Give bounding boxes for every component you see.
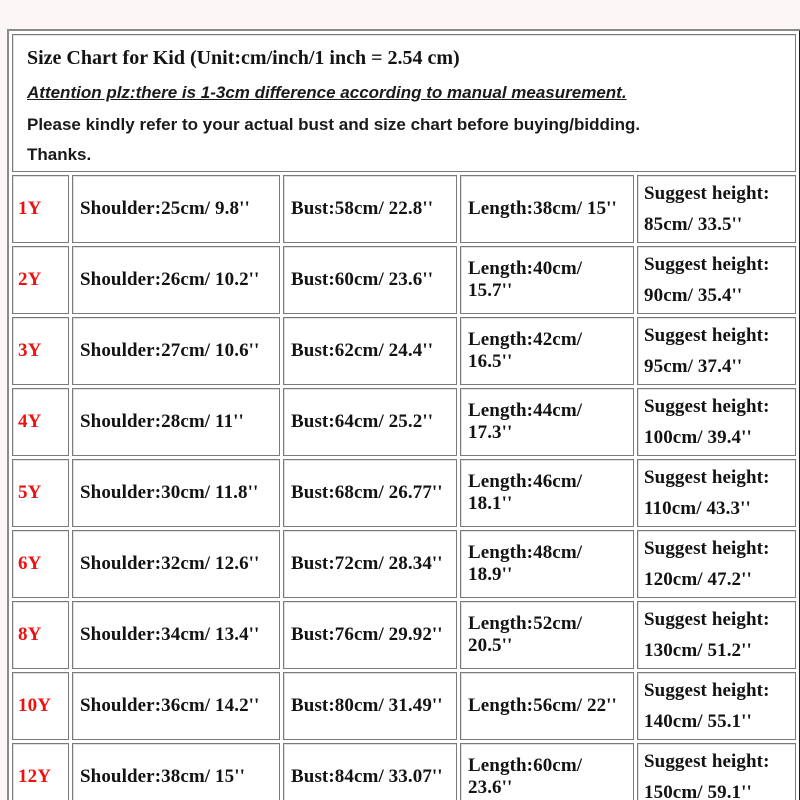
height-value: 120cm/ 47.2''	[644, 569, 752, 590]
height-value: 100cm/ 39.4''	[644, 427, 752, 448]
height-label: Suggest height:	[644, 325, 770, 346]
bust-cell: Bust:80cm/ 31.49''	[283, 672, 457, 740]
shoulder-cell: Shoulder:38cm/ 15''	[72, 743, 280, 800]
height-label: Suggest height:	[644, 751, 770, 772]
shoulder-cell: Shoulder:32cm/ 12.6''	[72, 530, 280, 598]
length-cell: Length:56cm/ 22''	[460, 672, 634, 740]
size-label: 10Y	[12, 672, 69, 740]
table-row	[12, 459, 796, 527]
height-value: 85cm/ 33.5''	[644, 214, 743, 235]
height-value: 95cm/ 37.4''	[644, 356, 743, 377]
shoulder-cell: Shoulder:26cm/ 10.2''	[72, 246, 280, 314]
shoulder-cell: Shoulder:36cm/ 14.2''	[72, 672, 280, 740]
height-cell	[637, 459, 796, 527]
chart-title: Size Chart for Kid (Unit:cm/inch/1 inch = 2.54 cm)	[27, 47, 460, 69]
length-cell: Length:42cm/ 16.5''	[460, 317, 634, 385]
table-row	[12, 388, 796, 456]
size-label: 3Y	[12, 317, 69, 385]
size-label: 8Y	[12, 601, 69, 669]
attention-note: Attention plz:there is 1-3cm difference according to manual measurement.	[27, 83, 627, 102]
shoulder-cell: Shoulder:30cm/ 11.8''	[72, 459, 280, 527]
length-cell: Length:60cm/ 23.6''	[460, 743, 634, 800]
refer-note: Please kindly refer to your actual bust and size chart before buying/bidding.	[27, 115, 641, 134]
height-value: 130cm/ 51.2''	[644, 640, 752, 661]
length-cell: Length:44cm/ 17.3''	[460, 388, 634, 456]
length-cell: Length:48cm/ 18.9''	[460, 530, 634, 598]
table-row	[12, 246, 796, 314]
bust-cell: Bust:68cm/ 26.77''	[283, 459, 457, 527]
height-cell	[637, 530, 796, 598]
shoulder-cell: Shoulder:25cm/ 9.8''	[72, 175, 280, 243]
height-label: Suggest height:	[644, 183, 770, 204]
height-label: Suggest height:	[644, 538, 770, 559]
height-label: Suggest height:	[644, 254, 770, 275]
bust-cell: Bust:58cm/ 22.8''	[283, 175, 457, 243]
height-value: 90cm/ 35.4''	[644, 285, 743, 306]
bust-cell: Bust:62cm/ 24.4''	[283, 317, 457, 385]
height-value: 150cm/ 59.1''	[644, 782, 752, 800]
length-cell: Length:40cm/ 15.7''	[460, 246, 634, 314]
table-row	[12, 601, 796, 669]
shoulder-cell: Shoulder:34cm/ 13.4''	[72, 601, 280, 669]
size-label: 1Y	[12, 175, 69, 243]
size-label: 12Y	[12, 743, 69, 800]
table-row	[12, 743, 796, 800]
bust-cell: Bust:64cm/ 25.2''	[283, 388, 457, 456]
bust-cell: Bust:72cm/ 28.34''	[283, 530, 457, 598]
size-label: 6Y	[12, 530, 69, 598]
height-cell	[637, 601, 796, 669]
height-cell	[637, 672, 796, 740]
thanks-note: Thanks.	[27, 145, 92, 164]
height-value: 110cm/ 43.3''	[644, 498, 751, 519]
bust-cell: Bust:84cm/ 33.07''	[283, 743, 457, 800]
table-row	[12, 530, 796, 598]
shoulder-cell: Shoulder:27cm/ 10.6''	[72, 317, 280, 385]
height-label: Suggest height:	[644, 396, 770, 417]
length-cell: Length:38cm/ 15''	[460, 175, 634, 243]
length-cell: Length:52cm/ 20.5''	[460, 601, 634, 669]
size-label: 2Y	[12, 246, 69, 314]
height-cell	[637, 743, 796, 800]
table-row	[12, 175, 796, 243]
height-label: Suggest height:	[644, 609, 770, 630]
height-label: Suggest height:	[644, 467, 770, 488]
height-value: 140cm/ 55.1''	[644, 711, 752, 732]
table-row	[12, 672, 796, 740]
shoulder-cell: Shoulder:28cm/ 11''	[72, 388, 280, 456]
size-label: 5Y	[12, 459, 69, 527]
bust-cell: Bust:60cm/ 23.6''	[283, 246, 457, 314]
header-row	[12, 34, 796, 172]
bust-cell: Bust:76cm/ 29.92''	[283, 601, 457, 669]
height-cell	[637, 175, 796, 243]
header-box	[12, 34, 796, 172]
table-row	[12, 317, 796, 385]
size-label: 4Y	[12, 388, 69, 456]
height-cell	[637, 246, 796, 314]
height-cell	[637, 388, 796, 456]
length-cell: Length:46cm/ 18.1''	[460, 459, 634, 527]
height-label: Suggest height:	[644, 680, 770, 701]
height-cell	[637, 317, 796, 385]
size-chart-table	[7, 29, 800, 800]
